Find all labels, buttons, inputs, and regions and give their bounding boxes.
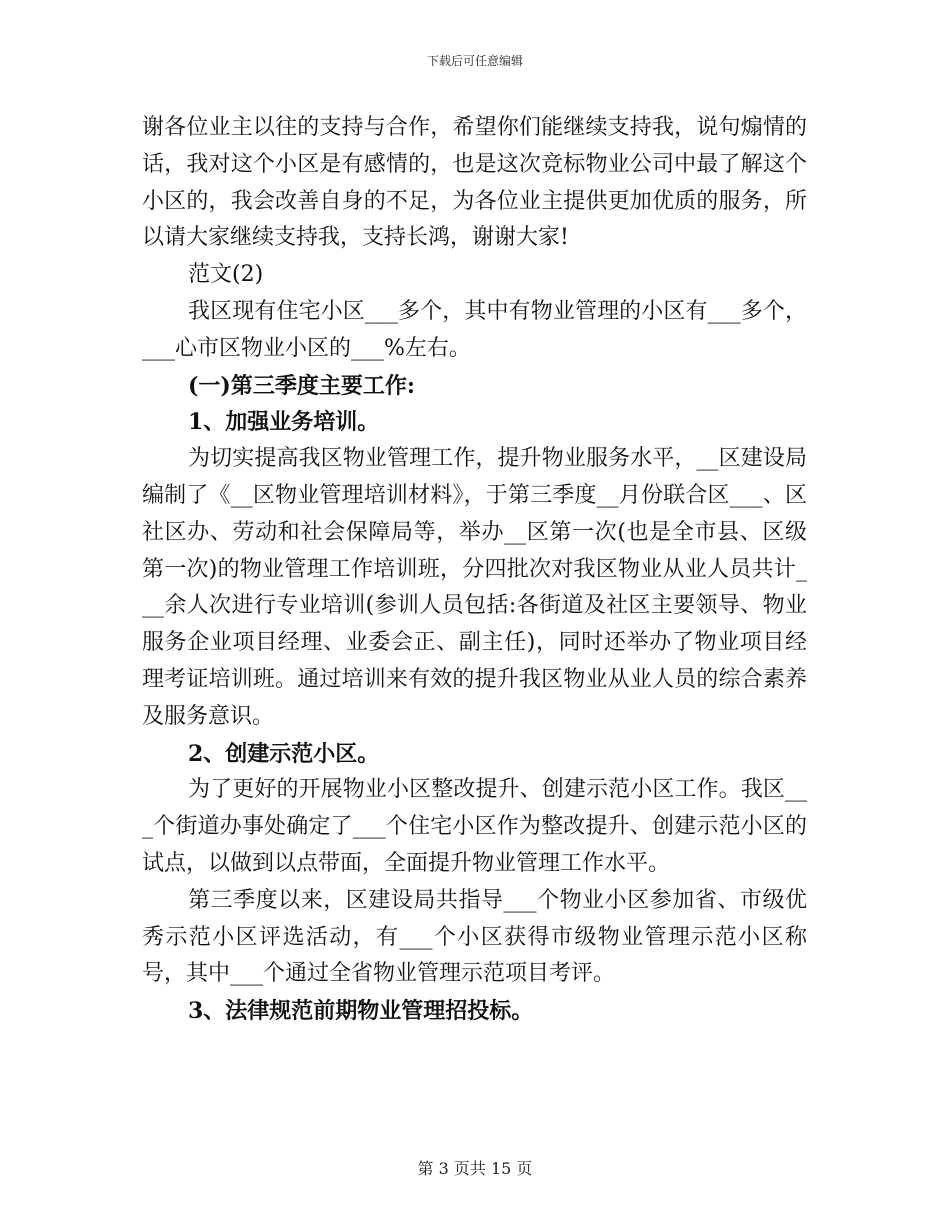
section-heading: (一)第三季度主要工作: — [188, 372, 415, 399]
paragraph: 范文(2) — [188, 262, 264, 288]
paragraph: 谢各位业主以往的支持与合作，希望你们能继续支持我，说句煽情的话，我对这个小区是有感情的，也是这次竞标物业公司中最了解这个小区的，我会改善自身的不足，为各位业主提供更加优质的服务，所以请大家继续支持我，支持长鸿，谢谢大家! — [142, 115, 807, 251]
section-heading: 1、加强业务培训。 — [188, 409, 380, 436]
paragraph: 我区现有住宅小区___多个，其中有物业管理的小区有___多个，___心市区物业小区的___%左右。 — [142, 298, 807, 361]
section-heading: 2、创建示范小区。 — [188, 740, 380, 767]
section-heading: 3、法律规范前期物业管理招投标。 — [188, 998, 534, 1025]
document-body — [142, 110, 807, 1030]
page-header: 下载后可任意编辑 — [426, 54, 523, 68]
page-footer: 第 3 页共 15 页 — [417, 1159, 533, 1178]
paragraph: 为了更好的开展物业小区整改提升、创建示范小区工作。我区___个街道办事处确定了___个住宅小区作为整改提升、创建示范小区的试点，以做到以点带面，全面提升物业管理工作水平。 — [142, 777, 807, 876]
paragraph: 为切实提高我区物业管理工作，提升物业服务水平，__区建设局编制了《__区物业管理培训材料》，于第三季度__月份联合区___、区社区办、劳动和社会保障局等，举办__区第一次(也是全市县、区级第一次)的物业管理工作培训班，分四批次对我区物业从业人员共计___余人次进行专业培训(参训人员包括:各街道及社区主要领导、物业服务企业项目经理、业委会正、副主任)，同时还举办了物业项目经理考证培训班。通过培训来有效的提升我区物业从业人员的综合素养及服务意识。 — [142, 446, 807, 729]
paragraph: 第三季度以来，区建设局共指导___个物业小区参加省、市级优秀示范小区评选活动，有___个小区获得市级物业管理示范小区称号，其中___个通过全省物业管理示范项目考评。 — [142, 887, 807, 987]
